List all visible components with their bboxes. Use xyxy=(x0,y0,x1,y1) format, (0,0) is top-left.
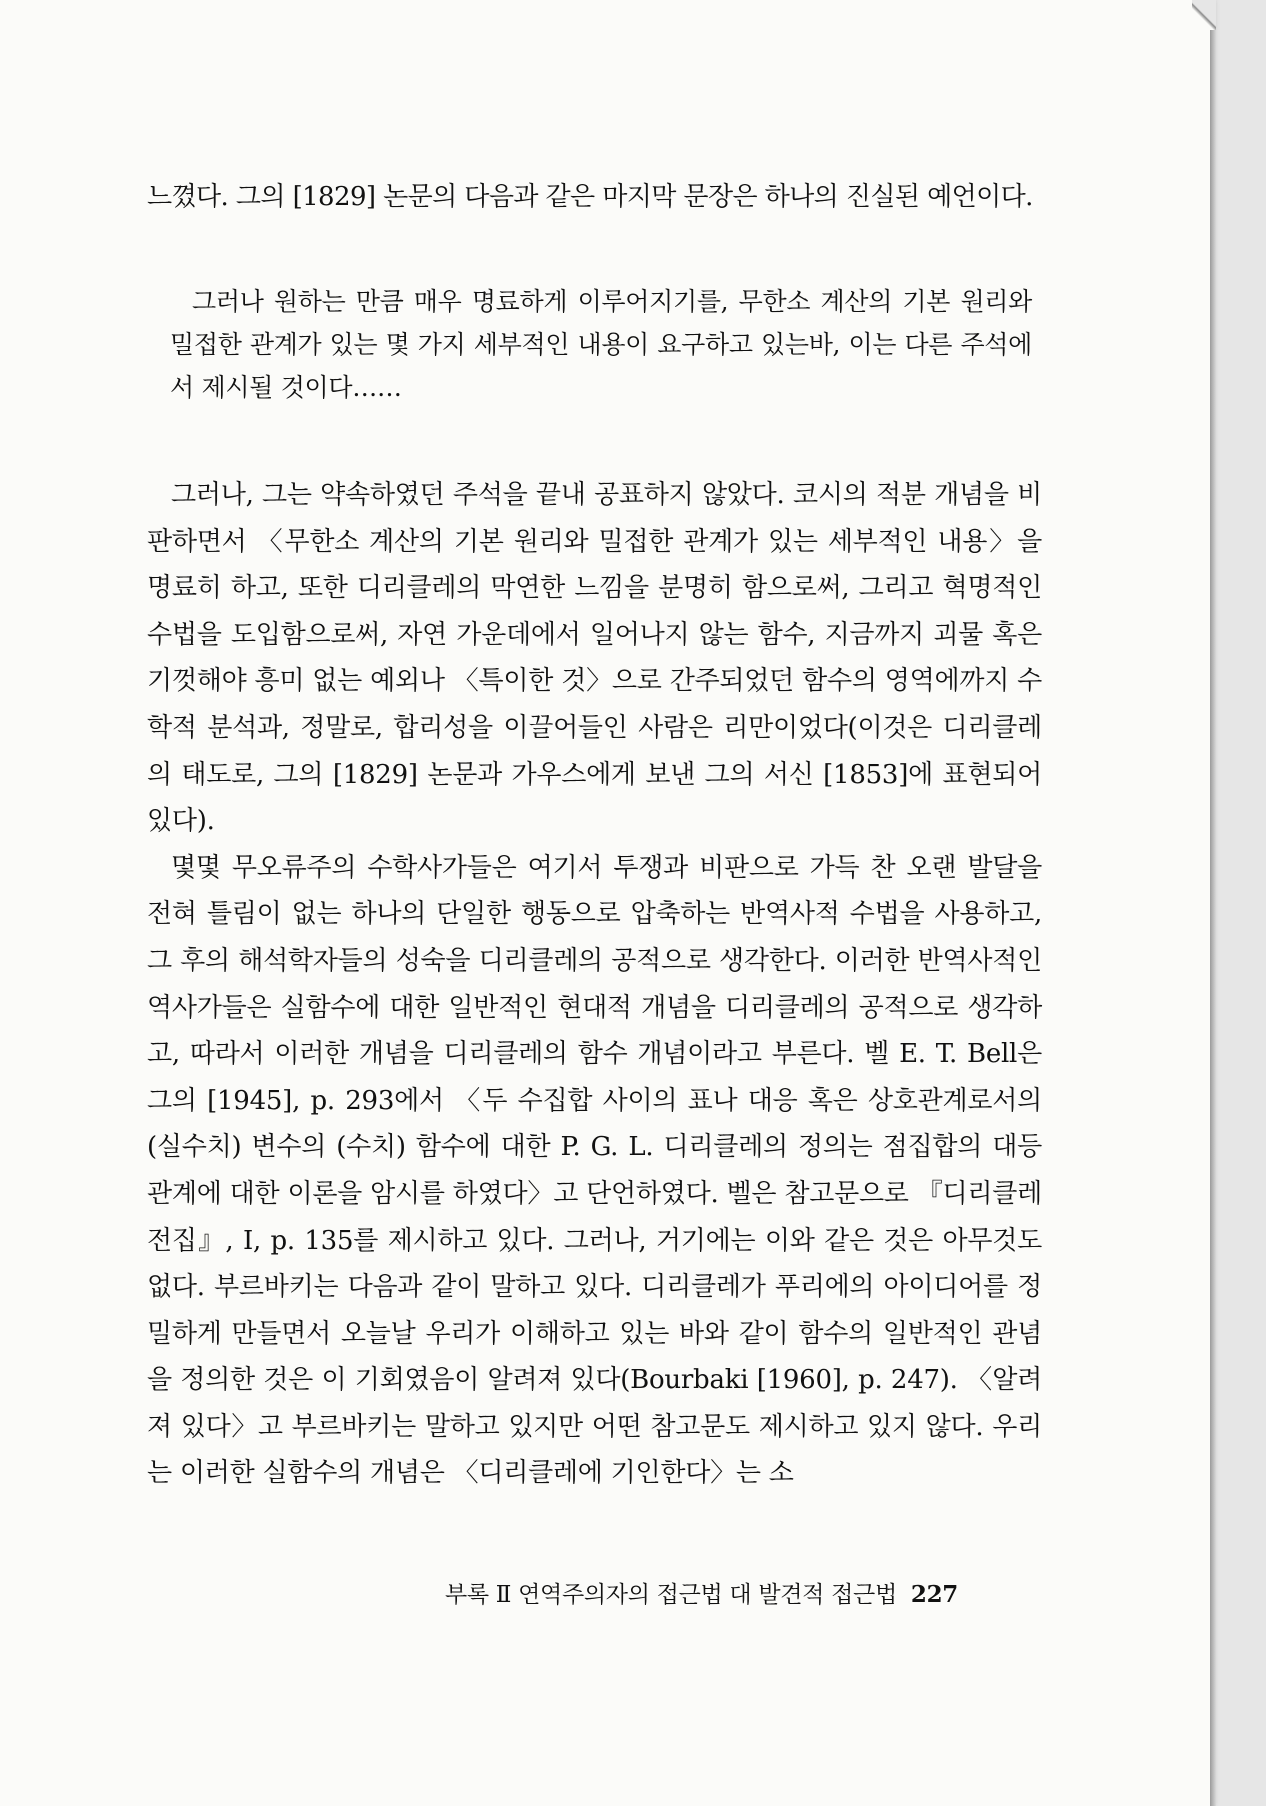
paragraph-1: 그러나, 그는 약속하였던 주석을 끝내 공표하지 않았다. 코시의 적분 개념을 비판하면서 〈무한소 계산의 기본 원리와 밀접한 관계가 있는 세부적인 내용〉을 명료히 하고, 또한 디리클레의 막연한 느낌을 분명히 함으로써, 그리고 혁명적인 수법을 도입함으로써, 자연 가운데에서 일어나지 않는 함수, 지금까지 괴물 혹은 기껏해야 흥미 없는 예외나 〈특이한 것〉으로 간주되었던 함수의 영역에까지 수학적 분석과, 정말로, 합리성을 이끌어들인 사람은 리만이었다(이것은 디리클레의 태도로, 그의 [1829] 논문과 가우스에게 보낸 그의 서신 [1853]에 표현되어 있다). xyxy=(147,480,1042,837)
running-footer xyxy=(445,1576,958,1609)
paragraph-2: 몇몇 무오류주의 수학사가들은 여기서 투쟁과 비판으로 가득 찬 오랜 발달을 전혀 틀림이 없는 하나의 단일한 행동으로 압축하는 반역사적 수법을 사용하고, 그 후의 해석학자들의 성숙을 디리클레의 공적으로 생각한다. 이러한 반역사적인 역사가들은 실함수에 대한 일반적인 현대적 개념을 디리클레의 공적으로 생각하고, 따라서 이러한 개념을 디리클레의 함수 개념이라고 부른다. 벨 E. T. Bell은 그의 [1945], p. 293에서 〈두 수집합 사이의 표나 대응 혹은 상호관계로서의 (실수치) 변수의 (수치) 함수에 대한 P. G. L. 디리클레의 정의는 점집합의 대등관계에 대한 이론을 암시를 하였다〉고 단언하였다. 벨은 참고문으로 『디리클레 전집』, I, p. 135를 제시하고 있다. 그러나, 거기에는 이와 같은 것은 아무것도 없다. 부르바키는 다음과 같이 말하고 있다. 디리클레가 푸리에의 아이디어를 정밀하게 만들면서 오늘날 우리가 이해하고 있는 바와 같이 함수의 일반적인 관념을 정의한 것은 이 기회였음이 알려져 있다(Bourbaki [1960], p. 247). 〈알려져 있다〉고 부르바키는 말하고 있지만 어떤 참고문도 제시하고 있지 않다. 우리는 이러한 실함수의 개념은 〈디리클레에 기인한다〉는 소 xyxy=(147,852,1042,1489)
page-number: 227 xyxy=(910,1581,958,1608)
body-text xyxy=(147,472,1042,1497)
page-corner-fold xyxy=(1192,0,1216,30)
page-first-line: 느꼈다. 그의 [1829] 논문의 다음과 같은 마지막 문장은 하나의 진실된 예언이다. xyxy=(147,182,1033,212)
page-edge xyxy=(1210,0,1216,1806)
footer-title: 부록 Ⅱ 연역주의자의 접근법 대 발견적 접근법 xyxy=(444,1582,897,1608)
block-quote: 그러나 원하는 만큼 매우 명료하게 이루어지기를, 무한소 계산의 기본 원리와 밀접한 관계가 있는 몇 가지 세부적인 내용이 요구하고 있는바, 이는 다른 주석에서 제시될 것이다…… xyxy=(170,287,1032,402)
